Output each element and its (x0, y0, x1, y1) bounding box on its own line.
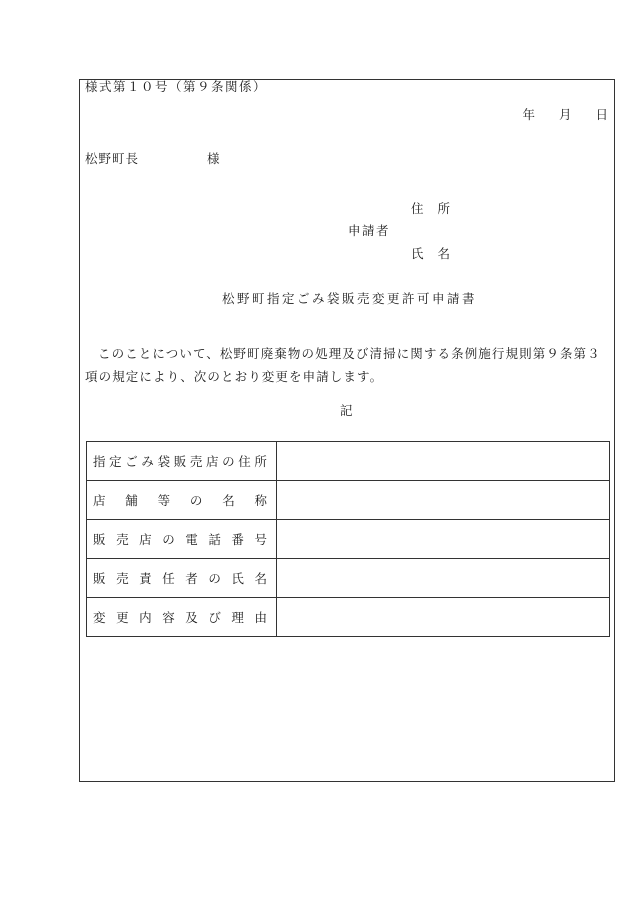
row-label: 販 売 店 の 電 話 番 号 (93, 532, 269, 547)
row-value-field[interactable] (277, 481, 610, 520)
table-row (87, 481, 610, 520)
row-label-cell (87, 559, 277, 598)
details-table (86, 441, 610, 637)
document-title: 松野町指定ごみ袋販売変更許可申請書 (222, 291, 478, 306)
form-frame (79, 79, 615, 782)
applicant-name-label: 氏名 (411, 246, 465, 261)
row-label: 変 更 内 容 及 び 理 由 (93, 610, 269, 625)
applicant-address-label: 住所 (411, 201, 465, 216)
month-unit: 月 (558, 107, 572, 122)
date-line (522, 109, 608, 122)
year-unit: 年 (522, 107, 535, 122)
row-label-cell (87, 442, 277, 481)
ki-label: 記 (340, 403, 353, 418)
row-label-cell (87, 598, 277, 637)
row-label: 店 舗 等 の 名 称 (93, 493, 269, 508)
row-value-field[interactable] (277, 520, 610, 559)
row-label-cell (87, 481, 277, 520)
body-paragraph (85, 342, 612, 388)
table-row (87, 598, 610, 637)
table-row (87, 442, 610, 481)
row-label: 販 売 責 任 者 の 氏 名 (93, 571, 269, 586)
day-unit: 日 (595, 107, 608, 122)
table-row (87, 520, 610, 559)
body-text: このことについて、松野町廃棄物の処理及び清掃に関する条例施行規則第９条第３項の規定により、次のとおり変更を申請します。 (85, 346, 601, 384)
table-row (87, 559, 610, 598)
applicant-label: 申請者 (348, 223, 391, 238)
addressee-title: 松野町長 (85, 151, 140, 166)
form-number: 様式第１０号（第９条関係） (85, 79, 268, 94)
row-value-field[interactable] (277, 598, 610, 637)
addressee-honorific: 様 (207, 151, 220, 166)
row-label: 指 定 ご み 袋 販 売 店 の 住 所 (93, 454, 269, 469)
row-label-cell (87, 520, 277, 559)
row-value-field[interactable] (277, 559, 610, 598)
row-value-field[interactable] (277, 442, 610, 481)
